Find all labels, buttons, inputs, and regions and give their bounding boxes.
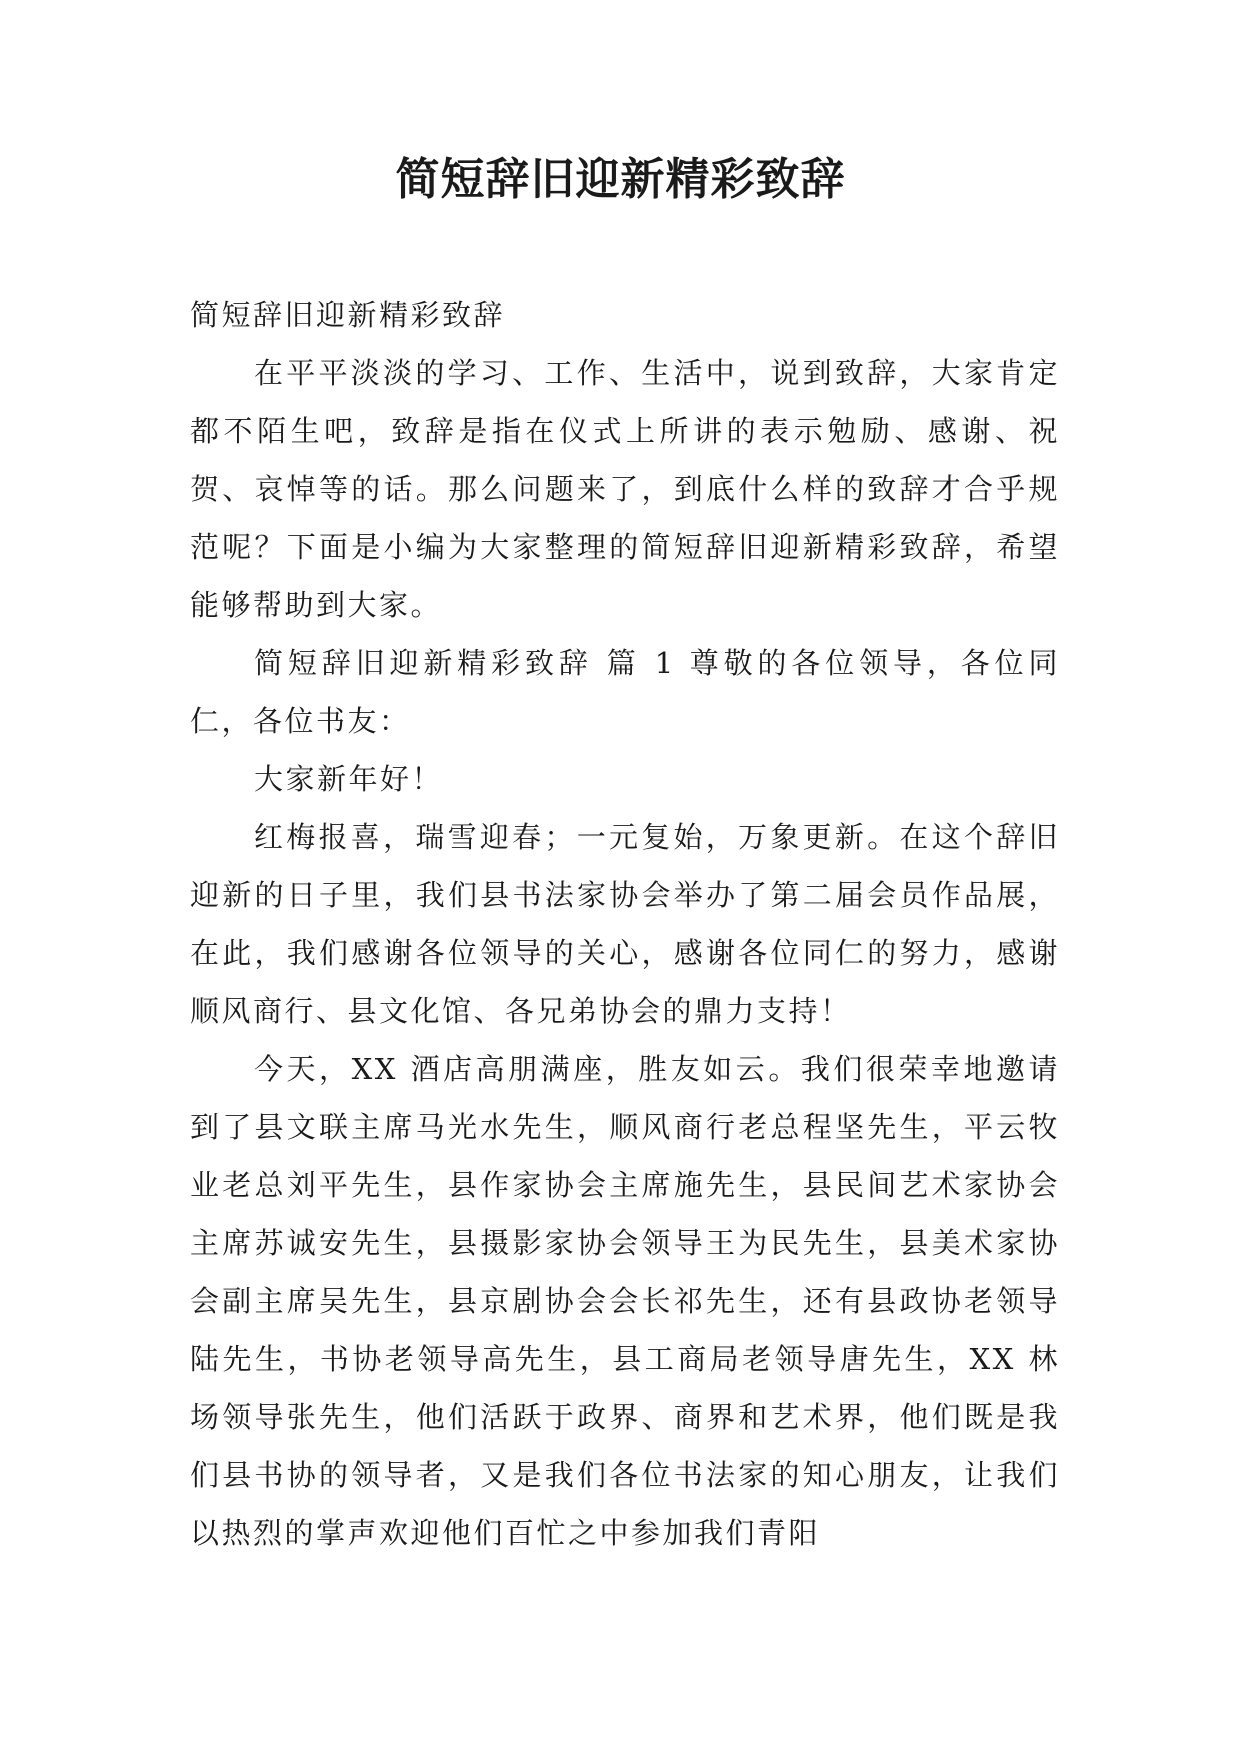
paragraph-intro: 在平平淡淡的学习、工作、生活中，说到致辞，大家肯定都不陌生吧，致辞是指在仪式上所讲的表示勉励、感谢、祝贺、哀悼等的话。那么问题来了，到底什么样的致辞才合乎规范呢？下面是小编为大家整理的简短辞旧迎新精彩致辞，希望能够帮助到大家。: [190, 356, 1060, 622]
paragraph-salutation: 简短辞旧迎新精彩致辞 篇 1 尊敬的各位领导，各位同仁，各位书友：: [190, 646, 1060, 738]
paragraph-greeting: 大家新年好！: [254, 762, 444, 796]
paragraph-heading: 简短辞旧迎新精彩致辞: [190, 298, 506, 332]
paragraph-thanks: 红梅报喜，瑞雪迎春；一元复始，万象更新。在这个辞旧迎新的日子里，我们县书法家协会举办了第二届会员作品展，在此，我们感谢各位领导的关心，感谢各位同仁的努力，感谢顺风商行、县文化馆、各兄弟协会的鼎力支持！: [190, 820, 1060, 1028]
paragraph-guests: 今天，XX 酒店高朋满座，胜友如云。我们很荣幸地邀请到了县文联主席马光水先生，顺风商行老总程坚先生，平云牧业老总刘平先生，县作家协会主席施先生，县民间艺术家协会主席苏诚安先生，县摄影家协会领导王为民先生，县美术家协会副主席吴先生，县京剧协会会长祁先生，还有县政协老领导陆先生，书协老领导高先生，县工商局老领导唐先生，XX 林场领导张先生，他们活跃于政界、商界和艺术界，他们既是我们县书协的领导者，又是我们各位书法家的知心朋友，让我们以热烈的掌声欢迎他们百忙之中参加我们青阳: [190, 1052, 1060, 1550]
document-body: [190, 286, 1060, 1562]
document-title: 简短辞旧迎新精彩致辞: [395, 154, 846, 205]
